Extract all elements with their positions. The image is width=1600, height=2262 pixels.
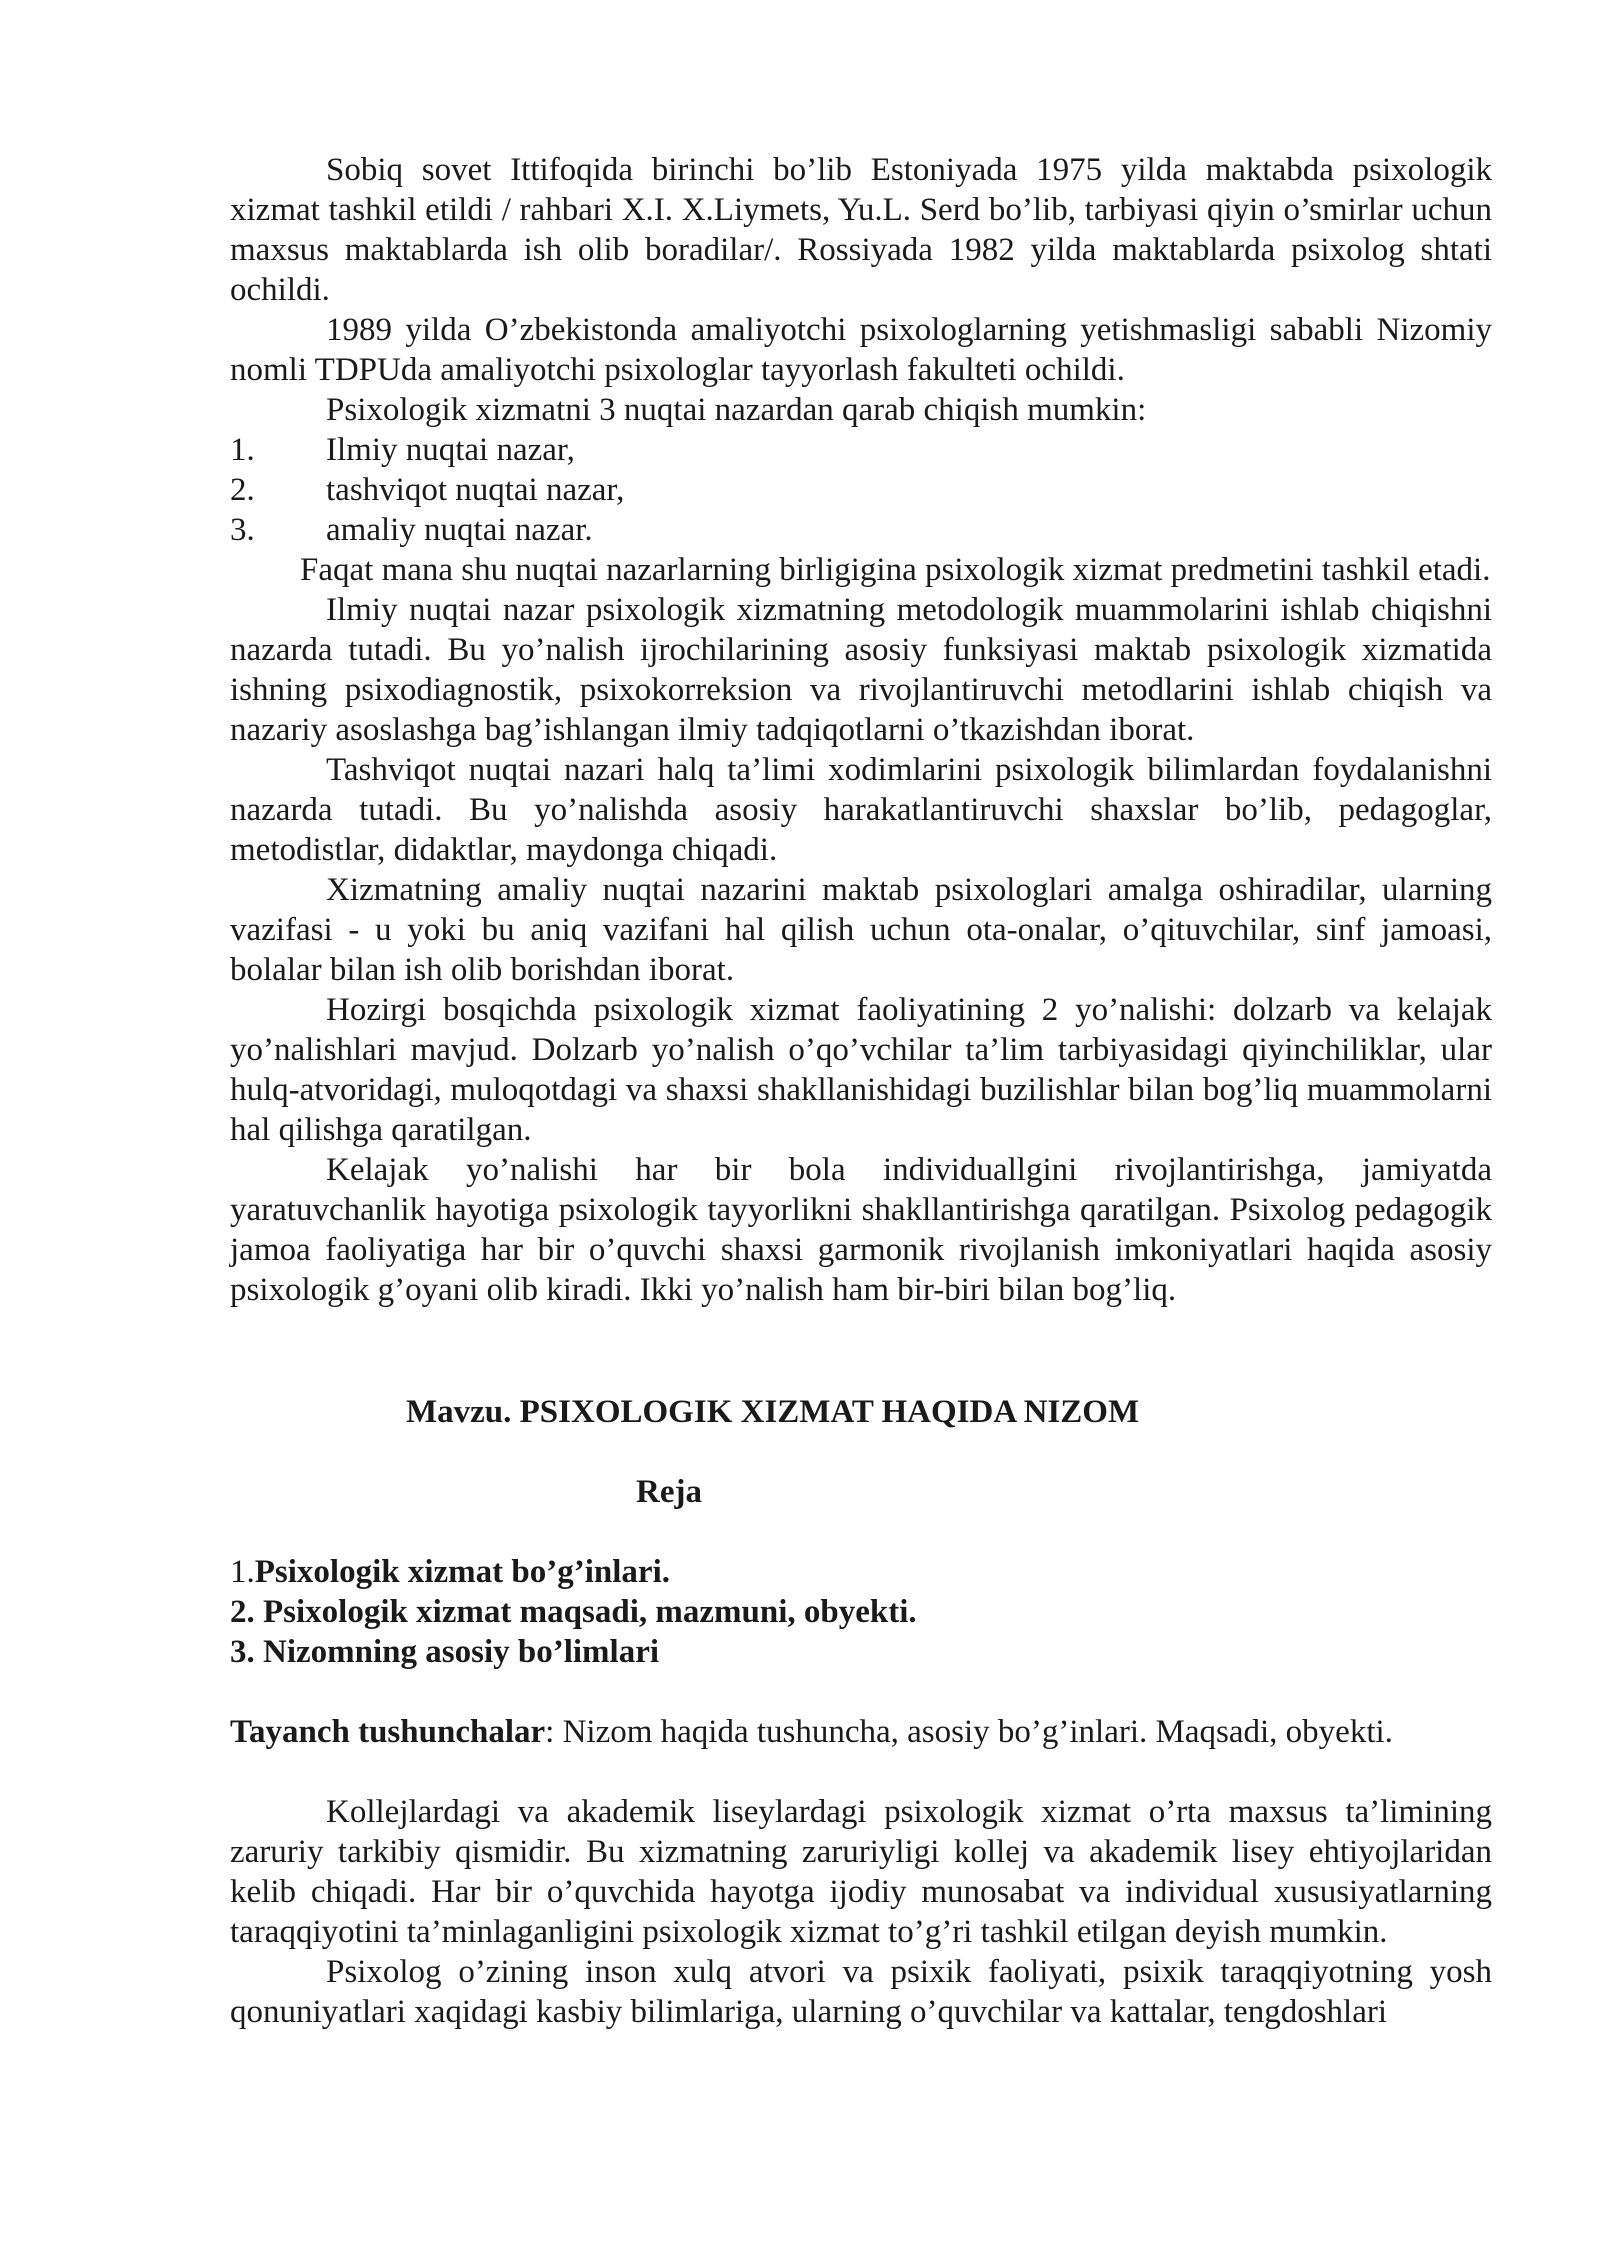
plan-item bbox=[230, 1632, 1492, 1672]
paragraph: Kelajak yo’nalishi har bir bola individuallgini rivojlantirishga, jamiyatda yaratuvchanlik hayotiga psixologik tayyorlikni shakllantirishga qaratilgan. Psixolog pedagogik jamoa faoliyatiga har bir o’quvchi shaxsi garmonik rivojlanish imkoniyatlari haqida asosiy psixologik g’oyani olib kiradi. Ikki yo’nalish ham bir-biri bilan bog’liq. bbox=[230, 1152, 1492, 1308]
list-text: Ilmiy nuqtai nazar, bbox=[326, 432, 575, 468]
list-item bbox=[230, 470, 1492, 510]
plan-text: Psixologik xizmat maqsadi, mazmuni, obyekti. bbox=[254, 1594, 917, 1630]
text-block-colleges bbox=[230, 1792, 1492, 2032]
keywords-line bbox=[230, 1712, 1492, 1752]
plan-number: 3. bbox=[230, 1634, 255, 1670]
plan-text: Psixologik xizmat bo’g’inlari. bbox=[254, 1554, 670, 1590]
paragraph: Kollejlardagi va akademik liseylardagi psixologik xizmat o’rta maxsus ta’limining zaruriy tarkibiy qismidir. Bu xizmatning zaruriyligi kollej va akademik lisey ehtiyojlaridan kelib chiqadi. Har bir o’quvchida hayotga ijodiy munosabat va individual xususiyatlarning taraqqiyotini ta’minlaganligini psixologik xizmat to’g’ri tashkil etilgan deyish mumkin. bbox=[230, 1794, 1492, 1950]
paragraph: Sobiq sovet Ittifoqida birinchi bo’lib Estoniyada 1975 yilda maktabda psixologik xizmat tashkil etildi / rahbari X.I. X.Liymets, Yu.L. Serd bo’lib, tarbiyasi qiyin o’smirlar uchun maxsus maktablarda ish olib boradilar/. Rossiyada 1982 yilda maktablarda psixolog shtati ochildi. bbox=[230, 152, 1492, 308]
paragraph: Psixolog o’zining inson xulq atvori va psixik faoliyati, psixik taraqqiyotning yosh qonuniyatlari xaqidagi kasbiy bilimlariga, ularning o’quvchilar va kattalar, tengdoshlari bbox=[230, 1954, 1492, 2030]
plan-title: Reja bbox=[636, 1474, 702, 1510]
list-number: 2. bbox=[230, 472, 255, 508]
text-block-intro bbox=[230, 150, 1492, 1310]
paragraph: Ilmiy nuqtai nazar psixologik xizmatning metodologik muammolarini ishlab chiqishni nazarda tutadi. Bu yo’nalish ijrochilarining asosiy funksiyasi maktab psixologik xizmatida ishning psixodiagnostik, psixokorreksion va rivojlantiruvchi metodlarini ishlab chiqish va nazariy asoslashga bag’ishlangan ilmiy tadqiqotlarni o’tkazishdan iborat. bbox=[230, 592, 1492, 748]
paragraph: Faqat mana shu nuqtai nazarlarning birligigina psixologik xizmat predmetini tashkil etadi. bbox=[300, 552, 1491, 588]
plan-heading-wrap bbox=[230, 1472, 1492, 1512]
list-item bbox=[230, 510, 1492, 550]
paragraph: Tashviqot nuqtai nazari halq ta’limi xodimlarini psixologik bilimlardan foydalanishni nazarda tutadi. Bu yo’nalishda asosiy harakatlantiruvchi shaxslar bo’lib, pedagoglar, metodistlar, didaktlar, maydonga chiqadi. bbox=[230, 752, 1492, 868]
plan-text: Nizomning asosiy bo’limlari bbox=[254, 1634, 660, 1670]
topic-heading-wrap bbox=[230, 1392, 1492, 1432]
topic-title: Mavzu. PSIXOLOGIK XIZMAT HAQIDA NIZOM bbox=[406, 1394, 1140, 1430]
list-number: 1. bbox=[230, 432, 255, 468]
paragraph: 1989 yilda O’zbekistonda amaliyotchi psixologlarning yetishmasligi sababli Nizomiy nomli TDPUda amaliyotchi psixologlar tayyorlash fakulteti ochildi. bbox=[230, 312, 1492, 388]
paragraph: Psixologik xizmatni 3 nuqtai nazardan qarab chiqish mumkin: bbox=[326, 392, 1147, 428]
keywords-label: Tayanch tushunchalar bbox=[230, 1714, 546, 1750]
plan-list bbox=[230, 1552, 1492, 1672]
plan-item bbox=[230, 1552, 1492, 1592]
list-number: 3. bbox=[230, 512, 255, 548]
plan-number: 2. bbox=[230, 1594, 255, 1630]
list-item bbox=[230, 430, 1492, 470]
plan-number: 1. bbox=[230, 1554, 255, 1590]
numbered-list bbox=[230, 430, 1492, 550]
paragraph: Xizmatning amaliy nuqtai nazarini maktab psixologlari amalga oshiradilar, ularning vazifasi - u yoki bu aniq vazifani hal qilish uchun ota-onalar, o’qituvchilar, sinf jamoasi, bolalar bilan ish olib borishdan iborat. bbox=[230, 872, 1492, 988]
keywords-text: : Nizom haqida tushuncha, asosiy bo’g’inlari. Maqsadi, obyekti. bbox=[545, 1714, 1393, 1750]
list-text: amaliy nuqtai nazar. bbox=[326, 512, 593, 548]
plan-item bbox=[230, 1592, 1492, 1632]
list-text: tashviqot nuqtai nazar, bbox=[326, 472, 625, 508]
paragraph: Hozirgi bosqichda psixologik xizmat faoliyatining 2 yo’nalishi: dolzarb va kelajak yo’nalishlari mavjud. Dolzarb yo’nalish o’qo’vchilar ta’lim tarbiyasidagi qiyinchiliklar, ular hulq-atvoridagi, muloqotdagi va shaxsi shakllanishidagi buzilishlar bilan bog’liq muammolarni hal qilishga qaratilgan. bbox=[230, 992, 1492, 1148]
